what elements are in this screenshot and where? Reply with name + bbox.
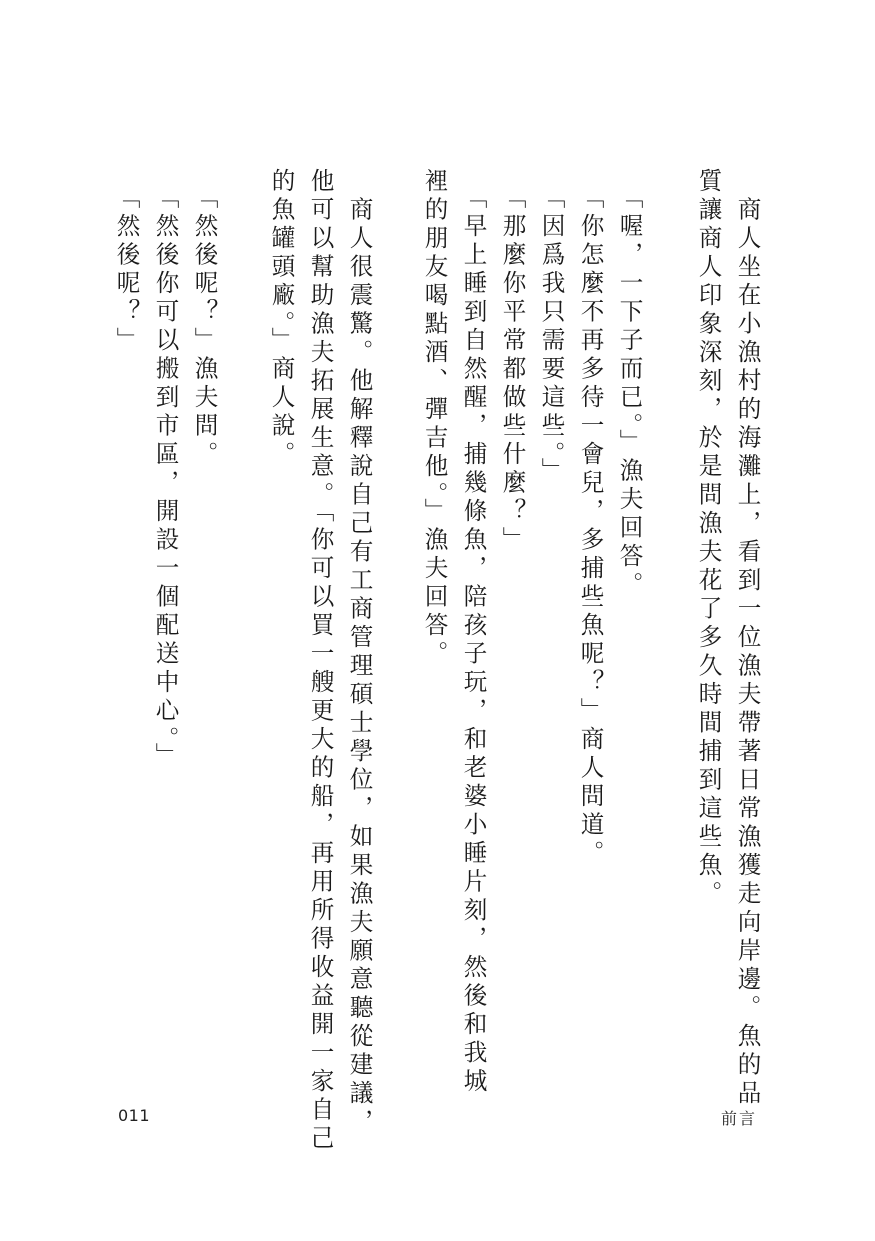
text-column-12: 「然後呢？」漁夫問。 bbox=[190, 168, 219, 470]
running-header: 前言 bbox=[720, 1109, 757, 1128]
page-number: 011 bbox=[118, 1106, 151, 1125]
text-column-4: 「你怎麼不再多待一會兒，多捕些魚呢？」商人問道。 bbox=[576, 168, 605, 869]
text-column-7: 「早上睡到自然醒，捕幾條魚，陪孩子玩，和老婆小睡片刻，然後和我城 bbox=[459, 168, 488, 1097]
text-column-2: 質讓商人印象深刻，於是問漁夫花了多久時間捕到這些魚。 bbox=[694, 168, 723, 909]
text-column-11: 的魚罐頭廠。」商人說。 bbox=[267, 168, 296, 470]
text-column-9: 商人很震驚。他解釋說自己有工商管理碩士學位，如果漁夫願意聽從建議， bbox=[345, 168, 374, 1137]
text-column-8: 裡的朋友喝點酒、彈吉他。」漁夫回答。 bbox=[420, 168, 449, 670]
text-column-10: 他可以幫助漁夫拓展生意。「你可以買一艘更大的船，再用所得收益開一家自己 bbox=[306, 168, 335, 1154]
text-column-5: 「因爲我只需要這些。」 bbox=[537, 168, 566, 487]
text-column-1: 商人坐在小漁村的海灘上，看到一位漁夫帶著日常漁獲走向岸邊。魚的品 bbox=[733, 168, 762, 1109]
text-column-13: 「然後你可以搬到市區，開設一個配送中心。」 bbox=[151, 168, 180, 772]
text-column-14: 「然後呢？」 bbox=[112, 168, 141, 356]
text-column-3: 「喔，一下子而已。」漁夫回答。 bbox=[615, 168, 644, 601]
text-column-6: 「那麼你平常都做些什麼？」 bbox=[498, 168, 527, 556]
